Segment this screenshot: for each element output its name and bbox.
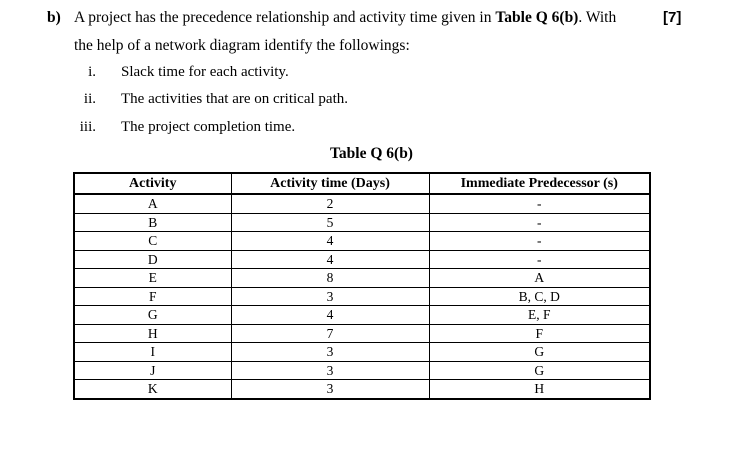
cell-time: 3 xyxy=(231,287,429,306)
table-row xyxy=(74,194,650,213)
item-number: ii. xyxy=(83,91,96,107)
cell-predecessor: F xyxy=(429,324,650,343)
cell-predecessor: G xyxy=(429,343,650,362)
item-text: Slack time for each activity. xyxy=(121,64,289,80)
table-reference: Table Q 6(b) xyxy=(495,9,579,26)
table-row xyxy=(74,269,650,288)
question-text-line-2: the help of a network diagram identify the followings: xyxy=(74,37,410,54)
table-row xyxy=(74,287,650,306)
cell-predecessor: H xyxy=(429,380,650,399)
table-title: Table Q 6(b) xyxy=(330,145,413,162)
item-text: The project completion time. xyxy=(121,119,296,135)
cell-activity: K xyxy=(74,380,231,399)
cell-predecessor: - xyxy=(429,250,650,269)
cell-predecessor: - xyxy=(429,232,650,251)
table-row xyxy=(74,306,650,325)
activity-table xyxy=(73,172,651,400)
cell-time: 4 xyxy=(231,250,429,269)
cell-activity: F xyxy=(74,287,231,306)
item-text: The activities that are on critical path. xyxy=(121,91,348,107)
table-row xyxy=(74,232,650,251)
question-label: b) xyxy=(47,9,61,26)
table-row xyxy=(74,343,650,362)
header-activity-time: Activity time (Days) xyxy=(231,173,429,194)
cell-activity: H xyxy=(74,324,231,343)
table-row xyxy=(74,250,650,269)
cell-predecessor: - xyxy=(429,213,650,232)
marks-indicator: [7] xyxy=(663,9,682,26)
cell-activity: I xyxy=(74,343,231,362)
cell-activity: G xyxy=(74,306,231,325)
cell-time: 3 xyxy=(231,343,429,362)
cell-time: 3 xyxy=(231,361,429,380)
cell-activity: A xyxy=(74,194,231,213)
table-row xyxy=(74,380,650,399)
cell-activity: B xyxy=(74,213,231,232)
cell-time: 4 xyxy=(231,232,429,251)
table-header-row xyxy=(74,173,650,194)
cell-time: 4 xyxy=(231,306,429,325)
table-row xyxy=(74,361,650,380)
table-row xyxy=(74,213,650,232)
cell-activity: E xyxy=(74,269,231,288)
header-activity: Activity xyxy=(74,173,231,194)
cell-activity: D xyxy=(74,250,231,269)
cell-time: 2 xyxy=(231,194,429,213)
cell-predecessor: - xyxy=(429,194,650,213)
question-text-tail: . With xyxy=(578,9,617,26)
table-row xyxy=(74,324,650,343)
cell-predecessor: B, C, D xyxy=(429,287,650,306)
item-number: i. xyxy=(88,64,96,80)
cell-predecessor: E, F xyxy=(429,306,650,325)
cell-activity: J xyxy=(74,361,231,380)
question-text-plain: A project has the precedence relationship and activity time given in xyxy=(74,9,496,26)
cell-activity: C xyxy=(74,232,231,251)
cell-predecessor: A xyxy=(429,269,650,288)
header-predecessor: Immediate Predecessor (s) xyxy=(429,173,650,194)
cell-time: 5 xyxy=(231,213,429,232)
question-text-line-1 xyxy=(74,9,616,27)
cell-time: 7 xyxy=(231,324,429,343)
item-number: iii. xyxy=(79,119,96,135)
cell-predecessor: G xyxy=(429,361,650,380)
cell-time: 8 xyxy=(231,269,429,288)
cell-time: 3 xyxy=(231,380,429,399)
